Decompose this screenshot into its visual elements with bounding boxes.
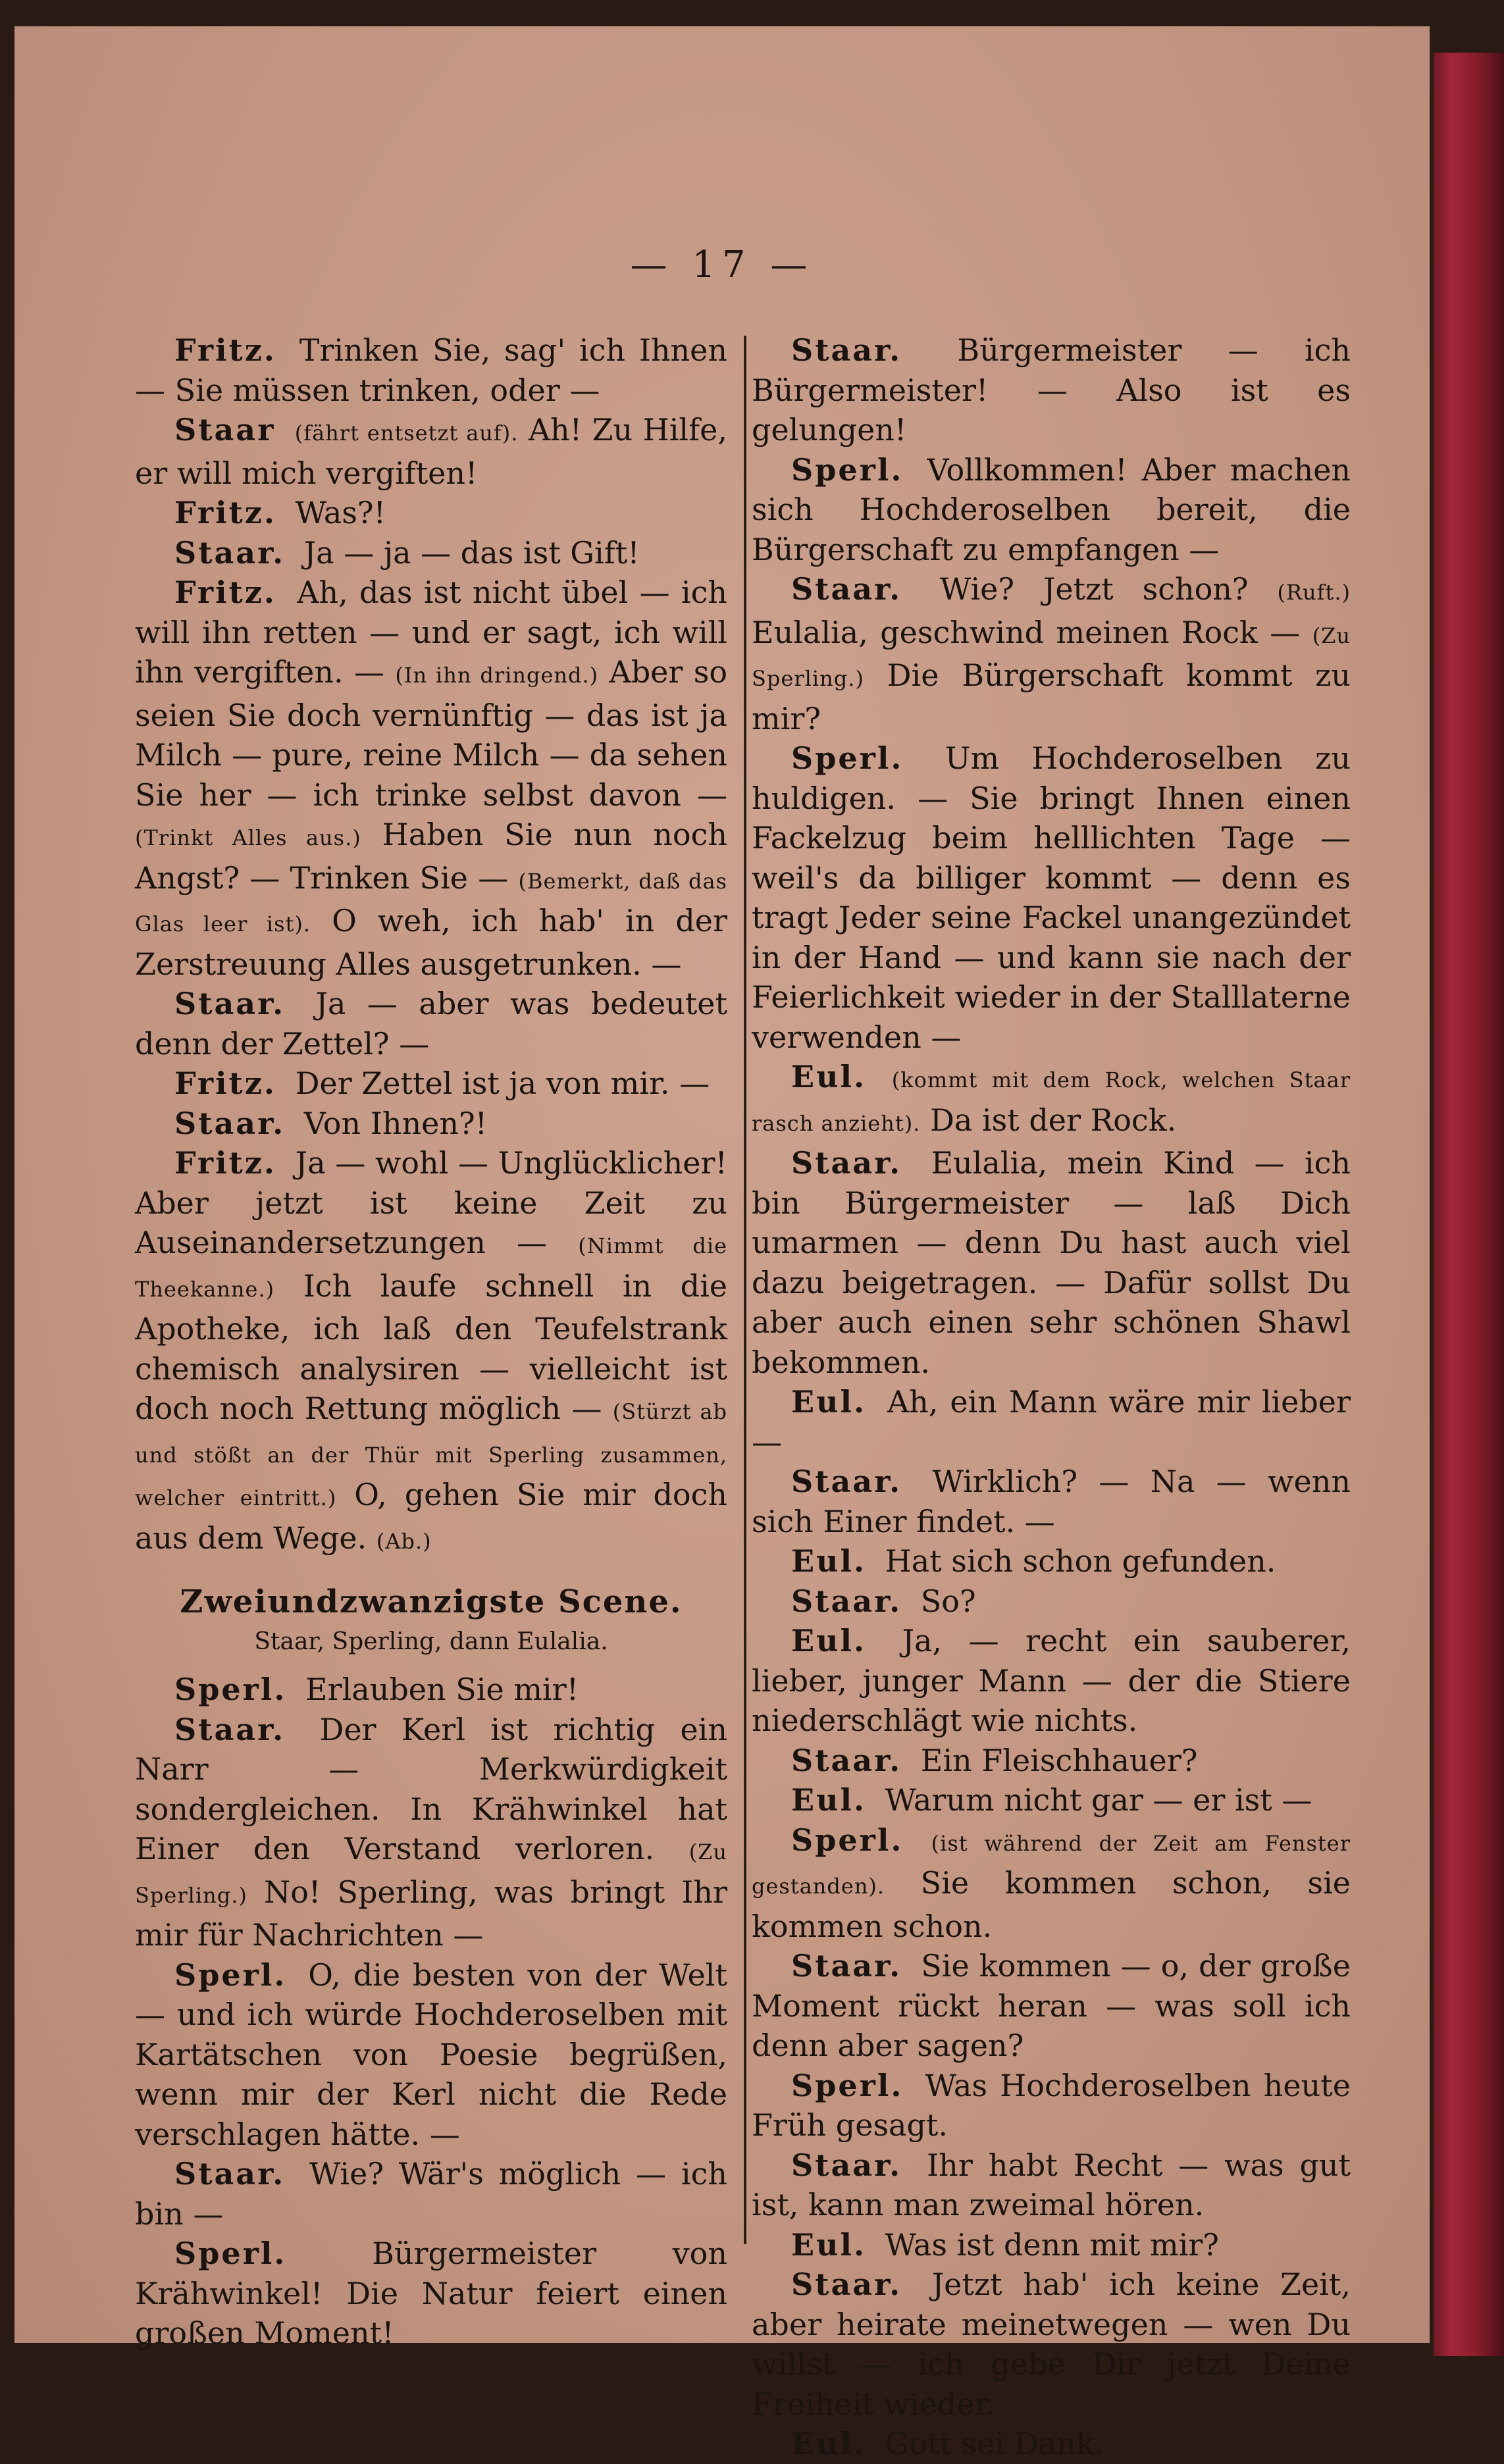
dialogue-text: Wirklich? — Na — wenn sich Einer findet. — (752, 1464, 1351, 1539)
speaker-name: Staar. (174, 986, 286, 1021)
speaker-name: Eul. (791, 1384, 866, 1420)
dialogue-text: Von Ihnen?! (303, 1105, 488, 1141)
dialogue-line (752, 2265, 1351, 2424)
stage-direction: (Nimmt die Theekanne.) (135, 1233, 727, 1302)
speaker-name: Staar. (174, 2156, 286, 2192)
dialogue-line (752, 1057, 1351, 1143)
stage-direction: (Stürzt ab und stößt an der Thür mit Sperling zusammen, welcher eintritt.) (135, 1399, 728, 1510)
dialogue-text: Warum nicht gar — er ist — (885, 1782, 1312, 1818)
dialogue-text: Ah, das ist nicht übel — ich will ihn retten — und er sagt, ich will ihn vergiften. — (135, 575, 727, 690)
dialogue-text: No! Sperling, was bringt Ihr mir für Nachrichten — (135, 1874, 727, 1953)
dialogue-line (752, 330, 1351, 450)
dialogue-text: Der Kerl ist richtig ein Narr — Merkwürdigkeit sondergleichen. In Krähwinkel hat Einer den Verstand verloren. (135, 1711, 728, 1866)
speaker-name: Staar. (791, 1464, 902, 1499)
speaker-name: Sperl. (791, 740, 904, 776)
dialogue-line (752, 1462, 1351, 1541)
stage-direction: (ist während der Zeit am Fenster gestanden). (752, 1830, 1351, 1899)
dialogue-text: So? (920, 1583, 976, 1619)
speaker-name: Eul. (791, 1623, 866, 1658)
dialogue-line (135, 984, 727, 1064)
dialogue-line (752, 1621, 1351, 1741)
dialogue-line (752, 1143, 1351, 1382)
right-dialogue-block (752, 330, 1351, 2464)
speaker-name: Staar. (791, 1583, 902, 1619)
dialogue-text: Ah, ein Mann wäre mir lieber — (752, 1384, 1351, 1460)
speaker-name: Sperl. (174, 1957, 287, 1993)
speaker-name: Staar. (791, 1145, 902, 1181)
dialogue-text: O, die besten von der Welt — und ich würde Hochderoselben mit Kartätschen von Poesie begrüßen, wenn mir der Kerl nicht die Rede verschlagen hätte. — (135, 1957, 728, 2152)
dialogue-line (752, 1382, 1351, 1462)
speaker-name: Fritz. (174, 575, 276, 610)
dialogue-line (135, 1670, 727, 1710)
dialogue-line (752, 738, 1351, 1057)
dialogue-text: Da ist der Rock. (929, 1102, 1177, 1138)
dialogue-text: Ja — ja — das ist Gift! (303, 534, 640, 571)
speaker-name: Sperl. (791, 451, 904, 488)
dialogue-line (135, 410, 727, 493)
dialogue-line (752, 1946, 1351, 2066)
speaker-name: Eul. (791, 1782, 866, 1818)
dialogue-text: Ah! Zu Hilfe, er will mich vergiften! (135, 412, 727, 491)
dialogue-text: Was Hochderoselben heute Früh gesagt. (752, 2067, 1351, 2143)
dialogue-text: Was?! (295, 495, 386, 530)
dialogue-line (752, 569, 1351, 738)
speaker-name: Sperl. (791, 1822, 904, 1858)
stage-direction: (In ihn dringend.) (395, 663, 599, 688)
dialogue-text: Wie? Wär's möglich — ich bin — (135, 2156, 727, 2232)
dialogue-line (135, 1104, 727, 1144)
dialogue-line (135, 330, 727, 410)
speaker-name: Fritz. (174, 495, 276, 530)
dialogue-text: Ihr habt Recht — was gut ist, kann man zweimal hören. (752, 2147, 1351, 2222)
speaker-name: Staar (174, 412, 276, 448)
speaker-name: Eul. (791, 1059, 866, 1094)
dialogue-text: Jetzt hab' ich keine Zeit, aber heirate meinetwegen — wen Du willst — ich gebe Dir jetzt Deine Freiheit wieder. (752, 2267, 1351, 2422)
dialogue-text: Aber so seien Sie doch vernünftig — das ist ja Milch — pure, reine Milch — da sehen Sie her — ich trinke selbst davon — (135, 654, 728, 813)
stage-direction: (Ruft.) (1277, 580, 1351, 605)
speaker-name: Staar. (174, 1105, 286, 1141)
dialogue-text: Bürgermeister — ich Bürgermeister! — Also ist es gelungen! (752, 332, 1351, 448)
dialogue-text: Ich laufe schnell in die Apotheke, ich laß den Teufelstrank chemisch analysiren — vielleicht ist doch noch Rettung möglich — (135, 1268, 727, 1426)
stage-direction: (Ab.) (376, 1528, 432, 1554)
dialogue-line (135, 573, 727, 984)
dialogue-text: Vollkommen! Aber machen sich Hochderoselben bereit, die Bürgerschaft zu empfangen — (752, 451, 1351, 567)
dialogue-text: Wie? Jetzt schon? (939, 571, 1249, 607)
dialogue-line (752, 1541, 1351, 1581)
scene-title: Zweiundzwanzigste Scene. (180, 1583, 683, 1620)
stage-direction: (fährt entsetzt auf). (294, 421, 519, 446)
stage-direction: (Trinkt Alles aus.) (135, 825, 361, 850)
dialogue-line (135, 1710, 727, 1955)
dialogue-text: Um Hochderoselben zu huldigen. — Sie bringt Ihnen einen Fackelzug beim helllichten Tage — weil's da billiger kommt — denn es tragt Jeder seine Fackel unangezündet in der Hand — und kann sie nach der Feierlichkeit wieder in der Stalllaterne verwenden — (752, 740, 1351, 1055)
dialogue-text: Ein Fleischhauer? (920, 1742, 1198, 1778)
stage-direction: (Zu Sperling.) (752, 623, 1351, 691)
scene-persons: Staar, Sperling, dann Eulalia. (254, 1628, 608, 1655)
speaker-name: Eul. (791, 1543, 866, 1579)
speaker-name: Staar. (791, 2267, 902, 2302)
dialogue-line (752, 2424, 1351, 2464)
dialogue-text: Hat sich schon gefunden. (885, 1543, 1276, 1579)
speaker-name: Sperl. (174, 1672, 287, 1707)
speaker-name: Sperl. (791, 2067, 904, 2103)
dialogue-text: O, gehen Sie mir doch aus dem Wege. (135, 1477, 727, 1556)
dialogue-line (135, 1955, 727, 2155)
dialogue-text: Was ist denn mit mir? (885, 2226, 1219, 2263)
book-edge (1434, 53, 1504, 2356)
dialogue-text: Bürgermeister von Krähwinkel! Die Natur feiert einen großen Moment! (135, 2236, 727, 2351)
dialogue-text: Eulalia, geschwind meinen Rock — (752, 614, 1301, 650)
dialogue-text: O weh, ich hab' in der Zerstreuung Alles ausgetrunken. — (135, 903, 727, 982)
speaker-name: Fritz. (174, 1145, 276, 1181)
dialogue-text: Gott sei Dank. (885, 2426, 1104, 2461)
stage-direction: (Zu Sperling.) (135, 1839, 728, 1908)
dialogue-line (135, 2234, 727, 2353)
dialogue-line (752, 1741, 1351, 1781)
dialogue-line (752, 1780, 1351, 1820)
right-column (752, 330, 1351, 2464)
left-dialogue-block-1 (135, 330, 727, 1561)
speaker-name: Staar. (791, 1742, 902, 1778)
left-column (135, 330, 727, 2353)
speaker-name: Eul. (791, 2426, 866, 2461)
stage-direction: (kommt mit dem Rock, welchen Staar rasch anzieht). (752, 1067, 1351, 1136)
speaker-name: Staar. (174, 1711, 286, 1747)
page-number: — 17 — (630, 244, 814, 286)
dialogue-text: Trinken Sie, sag' ich Ihnen — Sie müssen trinken, oder — (135, 332, 727, 408)
dialogue-line (135, 533, 727, 573)
column-divider (744, 336, 746, 2244)
dialogue-line (135, 1143, 727, 1561)
dialogue-text: Die Bürgerschaft kommt zu mir? (752, 657, 1351, 736)
dialogue-text: Sie kommen schon, sie kommen schon. (752, 1865, 1351, 1944)
speaker-name: Fritz. (174, 332, 276, 368)
speaker-name: Fritz. (174, 1065, 276, 1101)
dialogue-line (135, 2154, 727, 2234)
speaker-name: Sperl. (174, 2236, 287, 2271)
dialogue-text: Haben Sie nun noch Angst? — Trinken Sie — (135, 817, 727, 896)
speaker-name: Staar. (791, 332, 902, 368)
dialogue-line (752, 2225, 1351, 2265)
speaker-name: Staar. (791, 571, 902, 607)
left-dialogue-block-2 (135, 1670, 727, 2353)
dialogue-line (752, 1581, 1351, 1622)
dialogue-text: Ja — wohl — Unglücklicher! Aber jetzt ist keine Zeit zu Auseinandersetzungen — (135, 1145, 728, 1260)
dialogue-text: Ja — aber was bedeutet denn der Zettel? — (135, 986, 728, 1062)
speaker-name: Staar. (174, 534, 286, 571)
dialogue-text: Sie kommen — o, der große Moment rückt heran — was soll ich denn aber sagen? (752, 1948, 1351, 2063)
dialogue-text: Erlauben Sie mir! (305, 1672, 579, 1707)
dialogue-line (752, 450, 1351, 570)
stage-direction: (Bemerkt, daß das Glas leer ist). (135, 868, 728, 937)
book-page (14, 26, 1430, 2461)
speaker-name: Staar. (791, 1948, 902, 1984)
speaker-name: Staar. (791, 2147, 902, 2183)
dialogue-text: Der Zettel ist ja von mir. — (295, 1065, 710, 1101)
dialogue-line (752, 1820, 1351, 1947)
dialogue-text: Eulalia, mein Kind — ich bin Bürgermeister — laß Dich umarmen — denn Du hast auch viel dazu beigetragen. — Dafür sollst Du aber auch einen sehr schönen Shawl bekommen. (752, 1145, 1351, 1380)
speaker-name: Eul. (791, 2226, 866, 2263)
dialogue-line (135, 493, 727, 533)
dialogue-line (752, 2066, 1351, 2145)
dialogue-line (752, 2145, 1351, 2225)
dialogue-text: Ja, — recht ein sauberer, lieber, junger Mann — der die Stiere niederschlägt wie nichts. (752, 1623, 1351, 1738)
dialogue-line (135, 1064, 727, 1104)
